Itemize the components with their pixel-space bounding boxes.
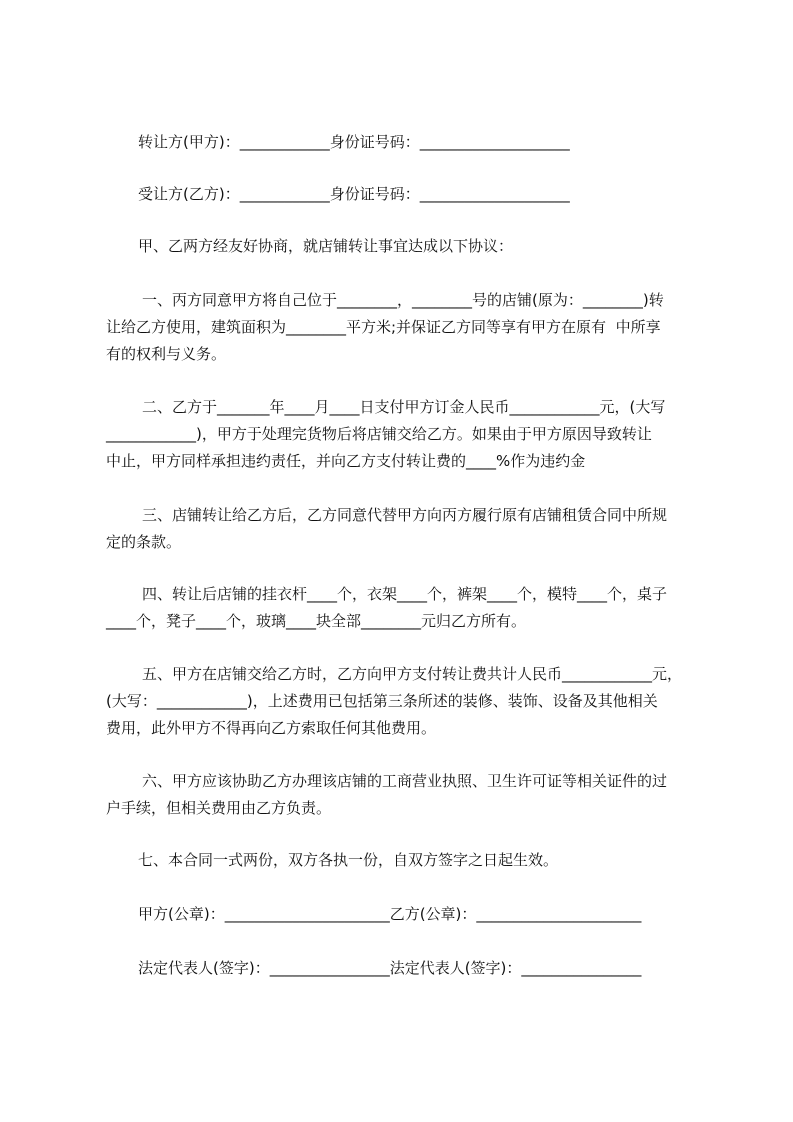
clause-3-line-1: 三、店铺转让给乙方后，乙方同意代替甲方向丙方履行原有店铺租赁合同中所规 — [142, 506, 668, 524]
clause-5-line-2: (大写：____________)，上述费用已包括第三条所述的装修、装饰、设备及其他相关 — [106, 692, 658, 710]
clause-6-line-1: 六、甲方应该协助乙方办理该店铺的工商营业执照、卫生许可证等相关证件的过 — [142, 772, 668, 790]
clause-3-line-2: 定的条款。 — [106, 533, 182, 551]
clause-6-line-2: 户手续，但相关费用由乙方负责。 — [106, 799, 332, 817]
clause-1-line-2: 让给乙方使用，建筑面积为________平方米;并保证乙方同等享有甲方在原有 中所享 — [106, 318, 661, 336]
transferor-line: 转让方(甲方)：____________身份证号码：____________________ — [138, 133, 570, 151]
intro-paragraph: 甲、乙两方经友好协商，就店铺转让事宜达成以下协议： — [138, 237, 514, 255]
clause-2-line-1: 二、乙方于_______年____月____日支付甲方订金人民币____________元，(大写 — [142, 398, 666, 416]
clause-5-line-1: 五、甲方在店铺交给乙方时，乙方向甲方支付转让费共计人民币____________元， — [142, 665, 683, 683]
clause-2-line-2: ____________)，甲方于处理完货物后将店铺交给乙方。如果由于甲方原因导致转让 — [106, 425, 652, 443]
clause-1-line-3: 有的权利与义务。 — [106, 345, 227, 363]
clause-5-line-3: 费用，此外甲方不得再向乙方索取任何其他费用。 — [106, 719, 437, 737]
clause-7: 七、本合同一式两份，双方各执一份，自双方签字之日起生效。 — [138, 851, 559, 869]
transferee-line: 受让方(乙方)：____________身份证号码：____________________ — [138, 185, 570, 203]
clause-1-line-1: 一、丙方同意甲方将自己位于________，________号的店铺(原为：________)转 — [142, 291, 664, 309]
seal-signature-line: 甲方(公章)：______________________乙方(公章)：______________________ — [138, 905, 642, 923]
clause-4-line-2: ____个，凳子____个，玻璃____块全部________元归乙方所有。 — [106, 612, 527, 630]
clause-2-line-3: 中止，甲方同样承担违约责任，并向乙方支付转让费的____%作为违约金 — [106, 452, 586, 470]
clause-4-line-1: 四、转让后店铺的挂衣杆____个，衣架____个，裤架____个，模特____个，桌子 — [142, 585, 668, 603]
representative-signature-line: 法定代表人(签字)：________________法定代表人(签字)：________________ — [138, 959, 642, 977]
